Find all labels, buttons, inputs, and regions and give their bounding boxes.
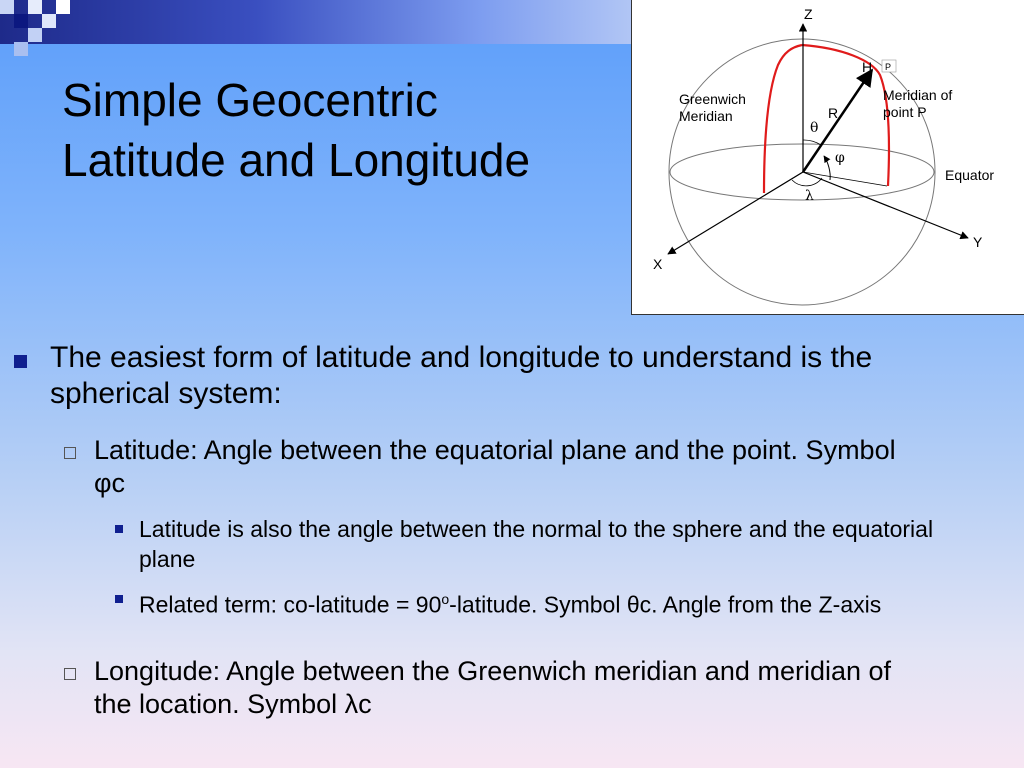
lambda-arc	[792, 178, 822, 186]
colatitude-text-post: -latitude. Symbol θc. Angle from the Z-axis	[449, 591, 882, 618]
bullet-hollow-latitude	[64, 447, 76, 459]
bullet-small-normal	[115, 525, 123, 533]
bullet-level1-spherical: The easiest form of latitude and longitude to understand is the spherical system:	[50, 341, 873, 410]
bullet-small-colatitude	[115, 595, 123, 603]
phi-label: φ	[835, 150, 845, 166]
geocentric-diagram	[631, 0, 1024, 315]
title-line-1: Simple Geocentric	[62, 74, 438, 126]
page-title	[62, 70, 530, 190]
diagram-svg	[632, 0, 1024, 314]
greenwich-label-1: Greenwich	[679, 91, 746, 107]
greenwich-label-2: Meridian	[679, 108, 733, 124]
x-label: X	[653, 256, 663, 272]
colatitude-text-pre: Related term: co-latitude = 90	[139, 591, 442, 618]
bullet-level2-longitude: Longitude: Angle between the Greenwich meridian and meridian of the location. Symbol λc	[94, 656, 892, 719]
title-bar-decoration	[0, 0, 640, 44]
equator-label: Equator	[945, 167, 995, 183]
bullet-level3-colatitude	[139, 584, 939, 620]
bullet-square-1	[14, 355, 27, 368]
p-label: P	[885, 62, 892, 72]
meridian-p-label-1: Meridian of	[883, 87, 953, 103]
corner-squares-decoration	[0, 0, 80, 60]
bullet-level2-latitude: Latitude: Angle between the equatorial plane and the point. Symbol φc	[94, 435, 896, 498]
lambda-label: λ	[805, 188, 814, 204]
degree-superscript: o	[441, 591, 450, 607]
r-label: R	[828, 105, 839, 121]
y-label: Y	[973, 234, 983, 250]
theta-label: θ	[810, 120, 819, 136]
point-meridian-curve	[802, 45, 892, 186]
meridian-p-label-2: point P	[883, 104, 927, 120]
title-line-2: Latitude and Longitude	[62, 134, 531, 186]
h-label: H	[862, 59, 873, 75]
y-axis	[803, 172, 968, 238]
greenwich-meridian-curve	[764, 45, 802, 193]
bullet-level3-normal: Latitude is also the angle between the normal to the sphere and the equatorial plane	[139, 516, 934, 572]
bullet-hollow-longitude	[64, 668, 76, 680]
z-label: Z	[804, 6, 813, 22]
